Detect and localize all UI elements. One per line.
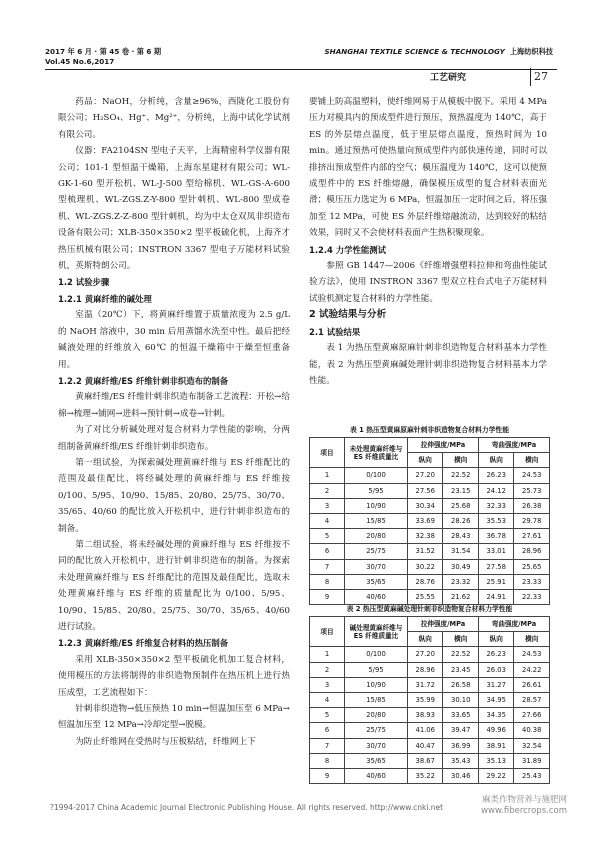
paragraph: 第二组试验，将未经碱处理的黄麻纤维与 ES 纤维按不同的配比放入开松机中，进行针刺非织造布的制备。为探索未处理黄麻纤维与 ES 纤维配比的范围及最佳配比，选取未处理黄麻纤维与 ES 纤维的质量配比为 0/100、5/95、10/90、15/85、20/80、25/75、30/70、35/65、40/60 进行试验。: [58, 539, 290, 632]
table-cell: 25.68: [443, 498, 479, 513]
table-cell: 33.01: [478, 544, 513, 559]
table-row: [310, 692, 550, 707]
table-cell: 10/90: [345, 677, 408, 692]
table-cell: 35/65: [345, 574, 408, 589]
table-cell: 26.58: [443, 677, 479, 692]
table-cell: 35.53: [478, 513, 513, 528]
table-cell: 2: [310, 483, 345, 498]
table-cell: 34.35: [478, 708, 513, 723]
table-row: [310, 738, 550, 753]
table-row: [310, 723, 550, 738]
section-heading: 1.2 试验步骤: [58, 277, 110, 288]
table-cell: 36.78: [478, 529, 513, 544]
col-header-long: 纵向: [478, 453, 513, 468]
table-cell: 31.89: [514, 753, 550, 768]
watermark-en: www.fibercrops.com: [481, 806, 567, 816]
table-cell: 25.91: [478, 574, 513, 589]
journal-name: [325, 47, 554, 57]
table-cell: 4: [310, 692, 345, 707]
table-cell: 30/70: [345, 559, 408, 574]
table-cell: 25.73: [514, 483, 550, 498]
table-cell: 24.53: [514, 468, 550, 483]
table-cell: 26.61: [514, 677, 550, 692]
table-cell: 38.93: [408, 708, 443, 723]
table-cell: 28.57: [514, 692, 550, 707]
table-cell: 30.49: [443, 559, 479, 574]
issue-cn: 2017 年 6 月 · 第 45 卷 · 第 6 期: [45, 47, 162, 56]
journal-name-cn: 上海纺织科技: [509, 47, 553, 56]
table-cell: 30.46: [443, 768, 479, 783]
table-cell: 30.10: [443, 692, 479, 707]
paragraph: 参照 GB 1447—2006《纤维增强塑料拉伸和弯曲性能试验方法》，使用 INSTRON 3367 型双立柱台式电子万能材料试验机测定复合材料的力学性能。: [309, 261, 547, 304]
table-cell: 35.13: [478, 753, 513, 768]
table-row: [310, 513, 550, 528]
table-row: [310, 677, 550, 692]
table-caption: 表 1 热压型黄麻原麻针刺非织造物复合材料力学性能: [350, 426, 509, 434]
table-cell: 28.96: [408, 662, 443, 677]
table-cell: 31.52: [408, 544, 443, 559]
watermark: [481, 795, 567, 817]
paragraph: 为了对比分析碱处理对复合材料力学性能的影响，分两组制备黄麻纤维/ES 纤维针刺非织造布。: [58, 425, 290, 452]
table-cell: 8: [310, 574, 345, 589]
table-1: [309, 424, 550, 605]
right-column: [309, 94, 547, 389]
table-cell: 28.76: [408, 574, 443, 589]
table-cell: 39.47: [443, 723, 479, 738]
col-header-item: 项目: [310, 438, 345, 468]
table-cell: 23.45: [443, 662, 479, 677]
col-header-bend: 弯曲强度/MPa: [478, 438, 549, 453]
table-cell: 35.43: [443, 753, 479, 768]
table-cell: 20/80: [345, 708, 408, 723]
table-cell: 35.22: [408, 768, 443, 783]
table-cell: 25.43: [514, 768, 550, 783]
section-heading: 1.2.2 黄麻纤维/ES 纤维针刺非织造布的制备: [58, 375, 229, 386]
table-cell: 31.27: [478, 677, 513, 692]
col-header-tensile: 拉伸强度/MPa: [408, 438, 479, 453]
table-cell: 25/75: [345, 723, 408, 738]
left-column: [58, 94, 290, 750]
col-header-ratio: 碱处理黄麻纤维与 ES 纤维质量比: [345, 617, 408, 647]
table-cell: 21.62: [443, 589, 479, 604]
col-header-trans: 横向: [514, 632, 550, 647]
col-header-long: 纵向: [408, 453, 443, 468]
table-cell: 28.96: [514, 544, 550, 559]
table-row: [310, 708, 550, 723]
table-cell: 41.06: [408, 723, 443, 738]
table-cell: 34.95: [478, 692, 513, 707]
table-cell: 25.55: [408, 589, 443, 604]
table-cell: 38.67: [408, 753, 443, 768]
table-cell: 15/85: [345, 513, 408, 528]
table-cell: 0/100: [345, 468, 408, 483]
table-cell: 24.91: [478, 589, 513, 604]
table-row: [310, 498, 550, 513]
table-cell: 7: [310, 738, 345, 753]
table-row: [310, 662, 550, 677]
table-cell: 2: [310, 662, 345, 677]
table-cell: 5/95: [345, 662, 408, 677]
paragraph: 为防止纤维网在受热时与压板粘结，纤维网上下: [75, 736, 256, 747]
table-cell: 27.66: [514, 708, 550, 723]
table-row: [310, 574, 550, 589]
table-cell: 9: [310, 589, 345, 604]
table-cell: 5/95: [345, 483, 408, 498]
table-cell: 5: [310, 529, 345, 544]
table-cell: 1: [310, 468, 345, 483]
table-cell: 9: [310, 768, 345, 783]
col-header-long: 纵向: [478, 632, 513, 647]
page-number: 27: [530, 68, 548, 86]
table-cell: 26.03: [478, 662, 513, 677]
col-header-trans: 横向: [443, 453, 479, 468]
table-row: [310, 559, 550, 574]
col-header-long: 纵向: [408, 632, 443, 647]
watermark-cn: 麻类作物营养与施肥网: [481, 795, 567, 805]
table-cell: 30/70: [345, 738, 408, 753]
col-header-item: 项目: [310, 617, 345, 647]
table-row: [310, 529, 550, 544]
col-header-tensile: 拉伸强度/MPa: [408, 617, 479, 632]
table-cell: 32.33: [478, 498, 513, 513]
table-cell: 35.99: [408, 692, 443, 707]
table-cell: 25/75: [345, 544, 408, 559]
table-cell: 26.38: [514, 498, 550, 513]
table-caption: 表 2 热压型黄麻碱处理针刺非织造物复合材料力学性能: [346, 605, 513, 613]
table-cell: 10/90: [345, 498, 408, 513]
table-cell: 38.91: [478, 738, 513, 753]
table-cell: 22.52: [443, 647, 479, 662]
table-cell: 26.23: [478, 647, 513, 662]
table-cell: 25.65: [514, 559, 550, 574]
table-cell: 5: [310, 708, 345, 723]
table-cell: 3: [310, 498, 345, 513]
table-row: [310, 544, 550, 559]
paragraph: 针刺非织造物→低压预热 10 min→恒温加压至 6 MPa→恒温加压至 12 MPa→冷却定型→脱模。: [58, 704, 290, 731]
table-cell: 6: [310, 544, 345, 559]
table-cell: 32.54: [514, 738, 550, 753]
table-cell: 7: [310, 559, 345, 574]
table-cell: 0/100: [345, 647, 408, 662]
table-row: [310, 483, 550, 498]
paragraph: 药品：NaOH，分析纯，含量≥96%，西陇化工股份有限公司；H₂SO₄、Hg⁺、Mg²⁺，分析纯，上海中试化学试剂有限公司。: [58, 97, 290, 140]
table: [309, 616, 550, 784]
paragraph: 第一组试验，为探索碱处理黄麻纤维与 ES 纤维配比的范围及最佳配比，将经碱处理的黄麻纤维与 ES 纤维按 0/100、5/95、10/90、15/85、20/80、25/75、30/70、35/65、40/60 的配比放入开松机中，进行针刺非织造布的制备。: [58, 457, 290, 534]
table-cell: 33.69: [408, 513, 443, 528]
copyright-footer: ?1994-2017 China Academic Journal Electronic Publishing House. All rights reserved. http://www.cnki.net: [50, 803, 444, 812]
paragraph: 表 1 为热压型黄麻原麻针刺非织造物复合材料基本力学性能，表 2 为热压型黄麻碱处理针刺非织造物复合材料基本力学性能。: [309, 343, 547, 386]
table-cell: 20/80: [345, 529, 408, 544]
table-cell: 28.26: [443, 513, 479, 528]
table-cell: 40/60: [345, 768, 408, 783]
section-heading: 2 试验结果与分析: [309, 309, 387, 321]
table: [309, 437, 550, 605]
col-header-trans: 横向: [514, 453, 550, 468]
table-cell: 27.56: [408, 483, 443, 498]
table-cell: 29.22: [478, 768, 513, 783]
table-cell: 27.58: [478, 559, 513, 574]
table-cell: 22.33: [514, 589, 550, 604]
col-header-ratio: 未处理黄麻纤维与 ES 纤维质量比: [345, 438, 408, 468]
table-cell: 24.53: [514, 647, 550, 662]
table-row: [310, 768, 550, 783]
paragraph: 仪器：FA2104SN 型电子天平，上海精密科学仪器有限公司；101-1 型恒温干燥箱，上海东星建材有限公司；WL-GK-1-60 型开松机、WL-J-500 型给棉机、WL-GS-A-600 型梳理机、WL-ZGS.Z-Y-800 型针刺机、WL-800 型成卷机、WL-ZGS.Z-Z-800 型针刺机，均为中太仓双凤非织造布设备有限公司；XLB-350×350×2 型平板硫化机，上海齐才热压机械有限公司；INSTRON 3367 型电子万能材料试验机，英斯特朗公司。: [58, 146, 290, 272]
table-cell: 30.22: [408, 559, 443, 574]
table-cell: 40/60: [345, 589, 408, 604]
table-cell: 24.12: [478, 483, 513, 498]
table-cell: 36.99: [443, 738, 479, 753]
table-row: [310, 468, 550, 483]
paragraph: 采用 XLB-350×350×2 型平板硫化机加工复合材料，使用模压的方法将制得的非织造物预制件在热压机上进行热压成型，工艺流程如下：: [58, 654, 290, 698]
table-cell: 15/85: [345, 692, 408, 707]
table-cell: 27.20: [408, 647, 443, 662]
section-title: 工艺研究: [430, 73, 467, 83]
table-cell: 27.61: [514, 529, 550, 544]
table-cell: 27.20: [408, 468, 443, 483]
journal-issue: [45, 47, 161, 67]
section-heading: 2.1 试验结果: [309, 326, 361, 337]
table-cell: 28.43: [443, 529, 479, 544]
table-cell: 49.96: [478, 723, 513, 738]
table-cell: 40.47: [408, 738, 443, 753]
table-cell: 40.38: [514, 723, 550, 738]
table-cell: 1: [310, 647, 345, 662]
col-header-bend: 弯曲强度/MPa: [478, 617, 549, 632]
table-cell: 23.15: [443, 483, 479, 498]
table-cell: 31.54: [443, 544, 479, 559]
paragraph: 室温（20℃）下，将黄麻纤维置于质量浓度为 2.5 g/L 的 NaOH 溶液中，30 min 后用蒸馏水洗至中性。最后把经碱液处理的纤维放入 60℃ 的恒温干燥箱中干燥至恒重备用。: [58, 310, 290, 370]
paragraph: 要铺上防高温塑料，使纤维网易于从模板中脱下。采用 4 MPa 压力对模具内的预成型件进行预压，预热温度为 140℃，高于 ES 的外层熔点温度，低于里层熔点温度，预热时间为 10 min。通过预热可使热量向预成型件内部快速传递，同时可以排挤出预成型件内部的空气；模压温度为 140℃，这可以使预成型件中的 ES 纤维熔融，确保模压成型的复合材料表面光滑；模压压力选定为 6 MPa，恒温加压一定时间之后，将压强加至 12 MPa，可使 ES 外层纤维熔融流动，达到较好的粘结效果，同时又不会使材料表面产生热积聚现象。: [309, 97, 547, 239]
header-row: [310, 617, 550, 632]
table-cell: 30.34: [408, 498, 443, 513]
table-cell: 3: [310, 677, 345, 692]
table-cell: 8: [310, 753, 345, 768]
table-row: [310, 647, 550, 662]
section-heading: 1.2.4 力学性能测试: [309, 244, 387, 255]
journal-name-en: SHANGHAI TEXTILE SCIENCE & TECHNOLOGY: [324, 47, 505, 56]
table-cell: 35/65: [345, 753, 408, 768]
section-heading: 1.2.1 黄麻纤维的碱处理: [58, 293, 152, 304]
table-cell: 6: [310, 723, 345, 738]
table-row: [310, 753, 550, 768]
header-row: [310, 438, 550, 453]
table-cell: 32.38: [408, 529, 443, 544]
col-header-trans: 横向: [443, 632, 479, 647]
table-cell: 31.72: [408, 677, 443, 692]
section-heading: 1.2.3 黄麻纤维/ES 纤维复合材料的热压制备: [58, 638, 229, 649]
table-cell: 23.33: [514, 574, 550, 589]
table-cell: 22.52: [443, 468, 479, 483]
table-cell: 29.78: [514, 513, 550, 528]
issue-en: Vol.45 No.6,2017: [45, 57, 115, 66]
table-cell: 4: [310, 513, 345, 528]
paragraph: 黄麻纤维/ES 纤维针刺非织造布制备工艺流程：开松→给棉→梳理→铺网→进料→预针刺→成卷→针刺。: [58, 392, 290, 419]
table-cell: 26.23: [478, 468, 513, 483]
table-2: [309, 603, 550, 784]
table-cell: 33.65: [443, 708, 479, 723]
header-rule: [45, 69, 557, 70]
table-cell: 24.22: [514, 662, 550, 677]
table-cell: 23.32: [443, 574, 479, 589]
